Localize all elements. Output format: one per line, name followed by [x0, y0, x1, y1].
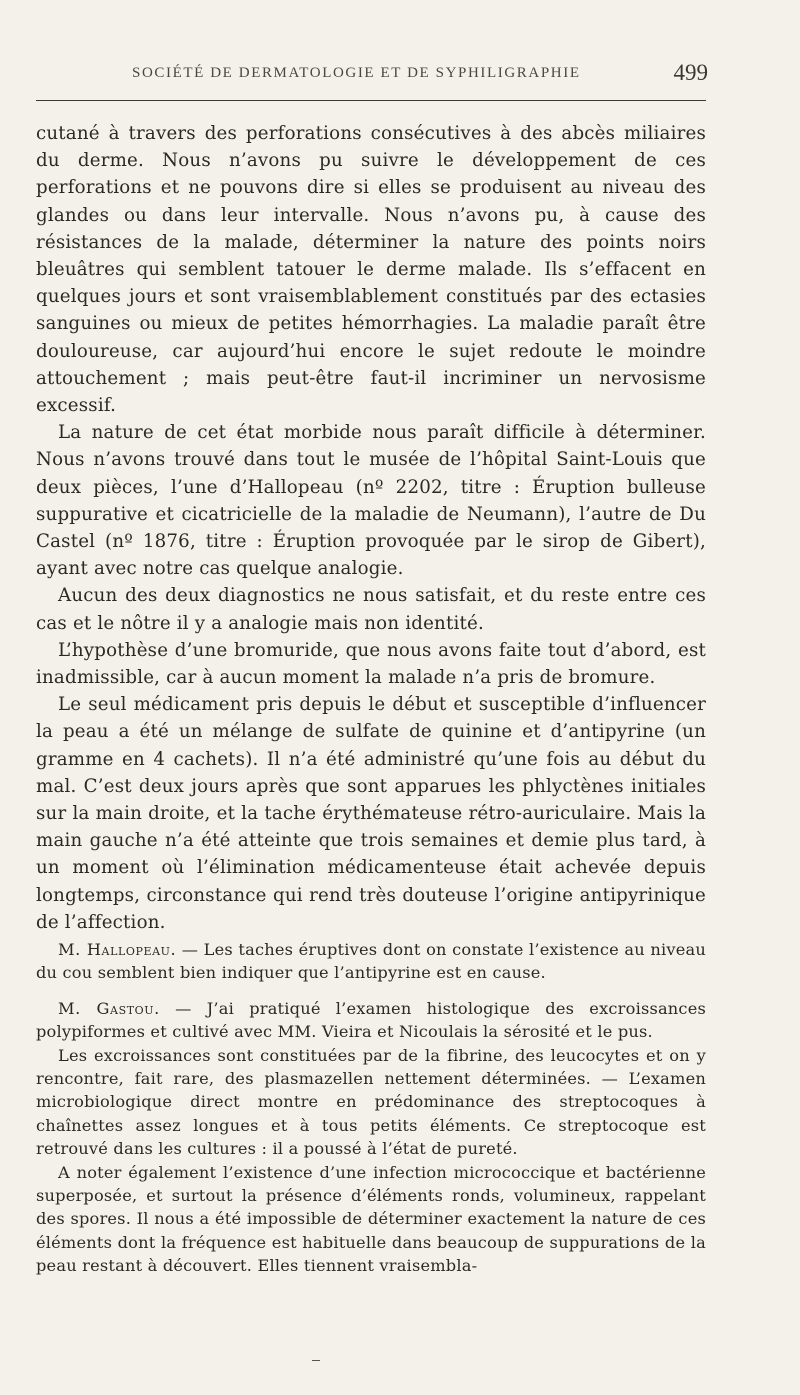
speaker-name: M. Hallopeau.: [58, 940, 177, 959]
main-text: [36, 120, 706, 936]
page-header: [36, 62, 706, 90]
discussion: [36, 938, 706, 1278]
discussion-text: — J’ai pratiqué l’examen histologique des excroissances polypiformes et cultivé avec MM. Vieira et Nicoulais la sérosité et le pus.: [36, 998, 706, 1042]
discussion-gastou: [36, 997, 706, 1044]
running-title: SOCIÉTÉ DE DERMATOLOGIE ET DE SYPHILIGRAPHIE: [132, 65, 581, 81]
paragraph: Le seul médicament pris depuis le début et susceptible d’influencer la peau a été un mélange de sulfate de quinine et d’antipyrine (un gramme en 4 cachets). Il n’a été administré qu’une fois au début du mal. C’est deux jours après que sont apparues les phlyctènes initiales sur la main droite, et la tache érythémateuse rétro-auriculaire. Mais la main gauche n’a été atteinte que trois semaines et demie plus tard, à un moment où l’élimination médicamenteuse était achevée depuis longtemps, circonstance qui rend très douteuse l’origine antipyrinique de l’affection.: [36, 694, 706, 933]
paragraph: La nature de cet état morbide nous paraît difficile à déterminer. Nous n’avons trouvé dans tout le musée de l’hôpital Saint-Louis que deux pièces, l’une d’Hallopeau (nº 2202, titre : Éruption bulleuse suppurative et cicatricielle de la maladie de Neumann), l’autre de Du Castel (nº 1876, titre : Éruption provoquée par le sirop de Gibert), ayant avec notre cas quelque analogie.: [36, 422, 706, 580]
page-number: 499: [673, 60, 708, 85]
speaker-name: M. Gastou.: [58, 998, 160, 1018]
paragraph: Les excroissances sont constituées par de la fibrine, des leucocytes et on y rencontre, fait rare, des plasmazellen nettement déterminées. — L’examen microbiologique direct montre en prédominance des streptocoques à chaînettes assez longues et à tous petits éléments. Ce streptocoque est retrouvé dans les cultures : il a poussé à l’état de pureté.: [36, 1045, 706, 1159]
printer-mark: [312, 1360, 320, 1361]
discussion-text: — Les taches éruptives dont on constate l’existence au niveau du cou semblent bien indiquer que l’antipyrine est en cause.: [36, 940, 706, 983]
paragraph: A noter également l’existence d’une infection micrococcique et bactérienne superposée, et surtout la présence d’éléments ronds, volumineux, rappelant des spores. Il nous a été impossible de déterminer exactement la nature de ces éléments dont la fréquence est habituelle dans beaucoup de suppurations de la peau restant à découvert. Elles tiennent vraisembla-: [36, 1162, 706, 1276]
header-rule: [36, 100, 706, 101]
paragraph: L’hypothèse d’une bromuride, que nous avons faite tout d’abord, est inadmissible, car à aucun moment la malade n’a pris de bromure.: [36, 639, 706, 689]
discussion-hallopeau: [36, 938, 706, 985]
paragraph: Aucun des deux diagnostics ne nous satisfait, et du reste entre ces cas et le nôtre il y a analogie mais non identité.: [36, 585, 706, 634]
paragraph: cutané à travers des perforations consécutives à des abcès miliaires du derme. Nous n’avons pu suivre le développement de ces perforations et ne pouvons dire si elles se produisent au niveau des glandes ou dans leur intervalle. Nous n’avons pu, à cause des résistances de la malade, déterminer la nature des points noirs bleuâtres qui semblent tatouer le derme malade. Ils s’effacent en quelques jours et sont vraisemblablement constitués par des ectasies sanguines ou mieux de petites hémorrhagies. La maladie paraît être douloureuse, car aujourd’hui encore le sujet redoute le moindre attouchement ; mais peut-être faut-il incriminer un nervosisme excessif.: [36, 123, 706, 417]
